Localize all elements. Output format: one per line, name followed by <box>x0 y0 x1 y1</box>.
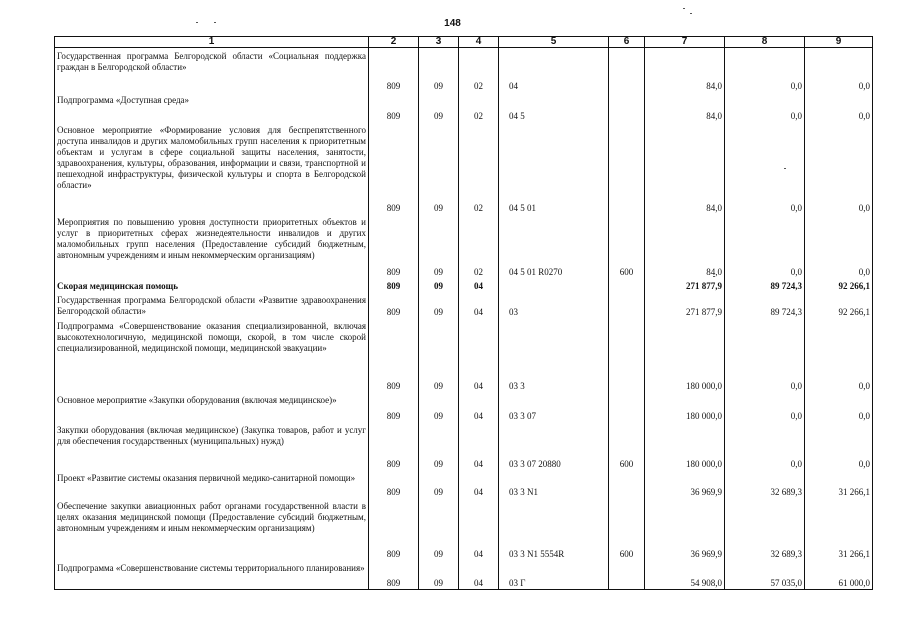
cell-value: 0,0 <box>805 122 873 214</box>
row-name: Проект «Развитие системы оказания первичной медико-санитарной помощи» <box>55 470 369 498</box>
cell-value: 180 000,0 <box>645 318 725 392</box>
table-row <box>55 392 873 422</box>
cell-value: 84,0 <box>645 122 725 214</box>
cell-value: 0,0 <box>805 48 873 92</box>
col-header: 4 <box>459 37 499 48</box>
cell-value: 84,0 <box>645 48 725 92</box>
cell-value: 09 <box>419 278 459 292</box>
col-header: 2 <box>369 37 419 48</box>
cell-value: 04 <box>459 560 499 590</box>
cell-value: 809 <box>369 470 419 498</box>
cell-value <box>609 48 645 92</box>
cell-value: 31 266,1 <box>805 498 873 560</box>
table-row <box>55 292 873 318</box>
cell-value: 09 <box>419 48 459 92</box>
cell-value <box>609 292 645 318</box>
cell-value: 809 <box>369 92 419 122</box>
cell-value: 03 3 N1 5554R <box>499 498 609 560</box>
cell-value: 809 <box>369 214 419 278</box>
cell-value: 809 <box>369 122 419 214</box>
col-header: 7 <box>645 37 725 48</box>
row-name: Подпрограмма «Совершенствование оказания специализированной, включая высокотехнологичную, медицинской помощи, скорой, в том числе скорой специализированной, медицинской помощи, медицинской эвакуации» <box>55 318 369 392</box>
cell-value: 02 <box>459 48 499 92</box>
cell-value: 09 <box>419 122 459 214</box>
row-name: Основное мероприятие «Закупки оборудования (включая медицинское)» <box>55 392 369 422</box>
cell-value: 0,0 <box>725 392 805 422</box>
cell-value: 57 035,0 <box>725 560 805 590</box>
cell-value: 809 <box>369 278 419 292</box>
row-name: Обеспечение закупки авиационных работ органами государственной власти в целях оказания медицинской помощи (Предоставление субсидий бюджетным, автономным учреждениям и иным некоммерческим организациям) <box>55 498 369 560</box>
row-name: Основное мероприятие «Формирование условия для беспрепятственного доступа инвалидов и других маломобильных групп населения к приоритетным объектам и услугам в сфере социальной защиты населения, занятости, здравоохранения, культуры, образования, информации и связи, транспортной и пешеходной инфраструктуры, физической культуры и спорта в Белгородской области» <box>55 122 369 214</box>
cell-value <box>609 470 645 498</box>
cell-value: 92 266,1 <box>805 292 873 318</box>
cell-value: 0,0 <box>805 92 873 122</box>
row-name: Мероприятия по повышению уровня доступности приоритетных объектов и услуг в приоритетных сферах жизнедеятельности инвалидов и других маломобильных групп населения (Предоставление субсидий бюджетным, автономным учреждениям и иным некоммерческим организациям) <box>55 214 369 278</box>
cell-value: 04 <box>459 470 499 498</box>
cell-value: 809 <box>369 292 419 318</box>
cell-value: 180 000,0 <box>645 392 725 422</box>
cell-value: 02 <box>459 92 499 122</box>
cell-value: 600 <box>609 422 645 470</box>
cell-value: 09 <box>419 498 459 560</box>
cell-value: 03 Г <box>499 560 609 590</box>
cell-value: 54 908,0 <box>645 560 725 590</box>
table-row <box>55 498 873 560</box>
cell-value: 02 <box>459 214 499 278</box>
table-body <box>55 48 873 590</box>
cell-value: 04 <box>459 292 499 318</box>
cell-value <box>499 278 609 292</box>
cell-value: 04 <box>459 318 499 392</box>
cell-value: 04 5 01 <box>499 122 609 214</box>
col-header: 1 <box>55 37 369 48</box>
cell-value: 04 <box>499 48 609 92</box>
row-name: Государственная программа Белгородской области «Развитие здравоохранения Белгородской области» <box>55 292 369 318</box>
cell-value: 84,0 <box>645 92 725 122</box>
cell-value: 809 <box>369 318 419 392</box>
cell-value: 600 <box>609 214 645 278</box>
cell-value: 0,0 <box>805 422 873 470</box>
cell-value: 809 <box>369 560 419 590</box>
cell-value: 04 5 <box>499 92 609 122</box>
cell-value: 03 3 N1 <box>499 470 609 498</box>
cell-value: 03 3 07 <box>499 392 609 422</box>
cell-value: 03 <box>499 292 609 318</box>
cell-value: 09 <box>419 422 459 470</box>
cell-value: 0,0 <box>805 392 873 422</box>
budget-table <box>54 36 873 590</box>
cell-value: 0,0 <box>725 48 805 92</box>
cell-value: 04 <box>459 278 499 292</box>
cell-value: 03 3 07 20880 <box>499 422 609 470</box>
table-row <box>55 214 873 278</box>
cell-value: 180 000,0 <box>645 422 725 470</box>
cell-value: 04 <box>459 392 499 422</box>
cell-value: 809 <box>369 48 419 92</box>
row-name: Подпрограмма «Совершенствование системы территориального планирования» <box>55 560 369 590</box>
row-name: Подпрограмма «Доступная среда» <box>55 92 369 122</box>
cell-value: 0,0 <box>805 318 873 392</box>
table-row <box>55 422 873 470</box>
cell-value: 61 000,0 <box>805 560 873 590</box>
cell-value: 04 <box>459 422 499 470</box>
row-name: Скорая медицинская помощь <box>55 278 369 292</box>
cell-value: 02 <box>459 122 499 214</box>
cell-value <box>609 92 645 122</box>
cell-value <box>609 278 645 292</box>
cell-value: 09 <box>419 560 459 590</box>
cell-value: 0,0 <box>805 214 873 278</box>
cell-value: 32 689,3 <box>725 470 805 498</box>
cell-value: 271 877,9 <box>645 278 725 292</box>
cell-value: 0,0 <box>725 318 805 392</box>
cell-value: 09 <box>419 214 459 278</box>
cell-value <box>609 560 645 590</box>
cell-value: 271 877,9 <box>645 292 725 318</box>
row-name: Государственная программа Белгородской области «Социальная поддержка граждан в Белгородской области» <box>55 48 369 92</box>
cell-value: 809 <box>369 422 419 470</box>
cell-value: 809 <box>369 392 419 422</box>
cell-value: 92 266,1 <box>805 278 873 292</box>
table-row <box>55 92 873 122</box>
cell-value: 04 <box>459 498 499 560</box>
cell-value: 32 689,3 <box>725 498 805 560</box>
cell-value: 0,0 <box>725 92 805 122</box>
cell-value <box>609 392 645 422</box>
row-name: Закупки оборудования (включая медицинское) (Закупка товаров, работ и услуг для обеспечения государственных (муниципальных) нужд) <box>55 422 369 470</box>
cell-value: 0,0 <box>725 422 805 470</box>
cell-value: 09 <box>419 470 459 498</box>
cell-value: 89 724,3 <box>725 292 805 318</box>
cell-value: 09 <box>419 318 459 392</box>
col-header: 3 <box>419 37 459 48</box>
cell-value: 09 <box>419 392 459 422</box>
cell-value: 09 <box>419 92 459 122</box>
col-header: 9 <box>805 37 873 48</box>
cell-value: 04 5 01 R0270 <box>499 214 609 278</box>
cell-value: 809 <box>369 498 419 560</box>
col-header: 6 <box>609 37 645 48</box>
cell-value: 36 969,9 <box>645 470 725 498</box>
cell-value: 03 3 <box>499 318 609 392</box>
table-row <box>55 48 873 92</box>
table-row <box>55 560 873 590</box>
col-header: 5 <box>499 37 609 48</box>
cell-value: 31 266,1 <box>805 470 873 498</box>
cell-value: 09 <box>419 292 459 318</box>
cell-value: 89 724,3 <box>725 278 805 292</box>
cell-value: 600 <box>609 498 645 560</box>
cell-value: 84,0 <box>645 214 725 278</box>
table-row <box>55 318 873 392</box>
cell-value <box>609 318 645 392</box>
col-header: 8 <box>725 37 805 48</box>
header-row <box>55 37 873 48</box>
table-row <box>55 278 873 292</box>
cell-value: 36 969,9 <box>645 498 725 560</box>
cell-value: 0,0 <box>725 214 805 278</box>
cell-value <box>609 122 645 214</box>
table-row <box>55 122 873 214</box>
page-number: 148 <box>444 18 461 29</box>
cell-value: 0,0 <box>725 122 805 214</box>
table-row <box>55 470 873 498</box>
